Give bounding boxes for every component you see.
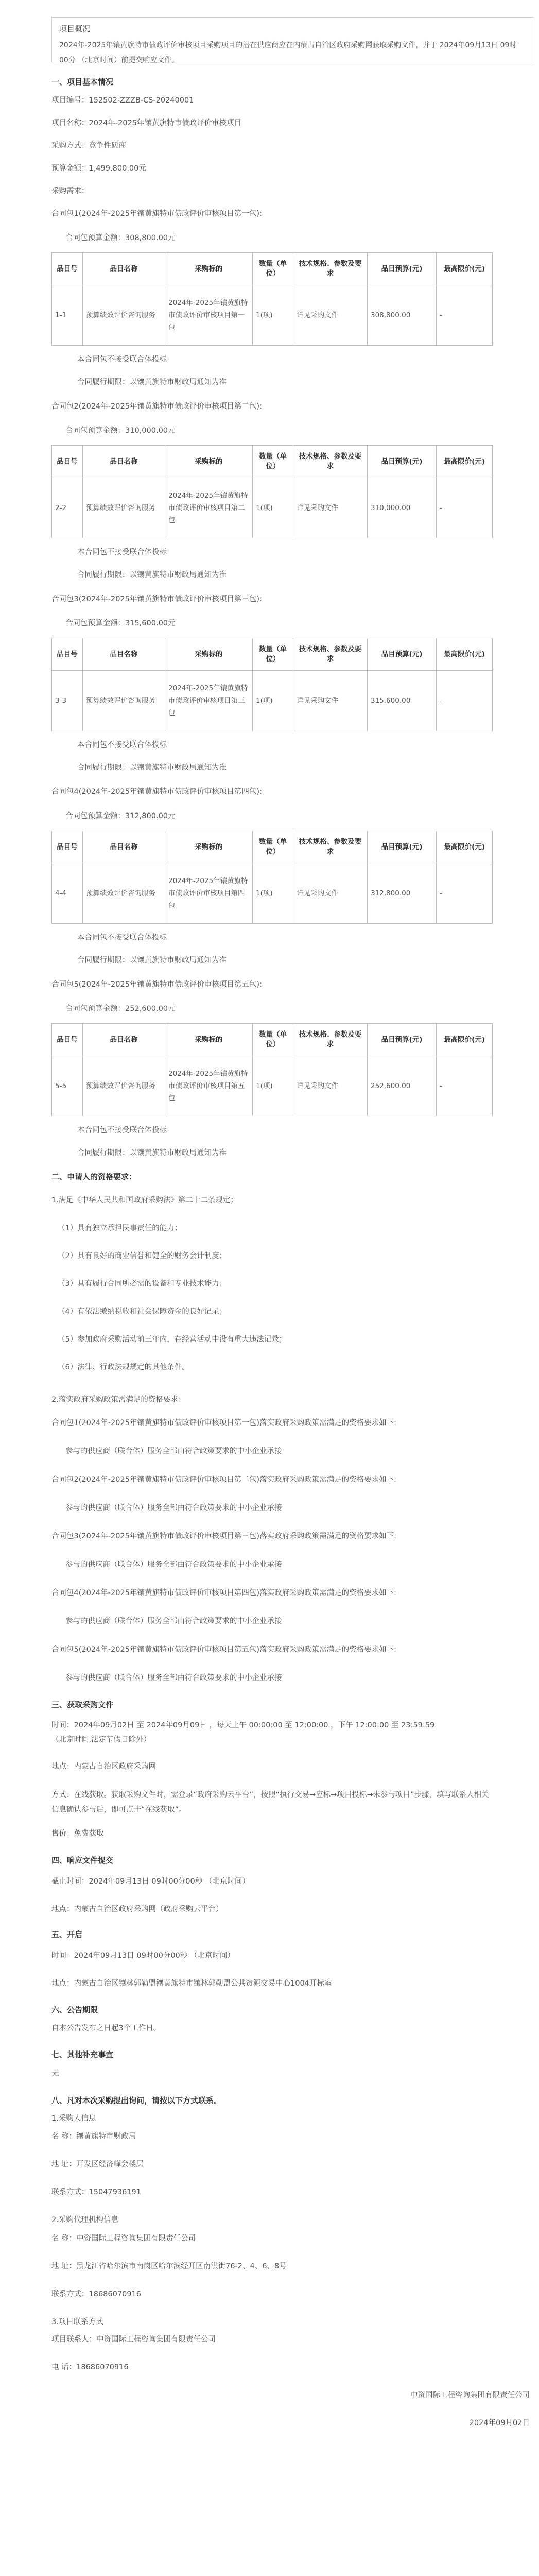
table-header-row (52, 253, 493, 285)
col-header: 品目名称 (83, 638, 165, 671)
buyer-address: 地 址：开发区经济峰会楼层 (51, 2160, 144, 2168)
item-spec: 详见采购文件 (293, 671, 368, 731)
qualification-item: （3）具有履行合同所必需的设备和专业技术能力； (58, 1280, 227, 1288)
item-number: 5-5 (52, 1056, 83, 1116)
package-period: 合同履行期限：以镶黄旗特市财政局通知为准 (77, 956, 227, 964)
table-header-row (52, 446, 493, 478)
item-number: 4-4 (52, 863, 83, 924)
col-header: 品目预算(元) (368, 446, 437, 478)
col-header: 品目号 (52, 446, 83, 478)
package-table (51, 252, 493, 346)
qualification-item: （1）具有独立承担民事责任的能力； (58, 1224, 182, 1232)
col-header: 采购标的 (165, 831, 253, 863)
table-header-row (52, 1024, 493, 1056)
col-header: 品目名称 (83, 446, 165, 478)
contact-heading: 3.项目联系方式 (51, 2318, 103, 2326)
col-header: 技术规格、参数及要求 (293, 831, 368, 863)
qualification-item: （5）参加政府采购活动前三年内，在经营活动中没有重大违法记录； (58, 1335, 287, 1344)
package-joint-note: 本合同包不接受联合体投标 (77, 1126, 167, 1134)
buyer-heading: 1.采购人信息 (51, 2114, 96, 2123)
footer-date: 2024年09月02日 (469, 2419, 530, 2427)
item-name: 预算绩效评价咨询服务 (83, 1056, 165, 1116)
policy-package: 合同包5(2024年-2025年镶黄旗特市债政评价审核项目第五包)落实政府采购政策需满足的资格要求如下: (51, 1646, 396, 1654)
obtain-price: 售价：免费获取 (51, 1829, 104, 1838)
col-header: 最高限价(元) (437, 253, 493, 285)
col-header: 品目号 (52, 253, 83, 285)
policy-package: 合同包2(2024年-2025年镶黄旗特市债政评价审核项目第二包)落实政府采购政策需满足的资格要求如下: (51, 1476, 396, 1484)
agent-address: 地 址：黑龙江省哈尔滨市南岗区哈尔滨经开区南洪街76-2、4、6、8号 (51, 2262, 287, 2270)
section4-heading: 四、响应文件提交 (51, 1856, 114, 1865)
table-header-row (52, 831, 493, 863)
package-budget: 合同包预算金额：308,800.00元 (65, 234, 176, 242)
agent-phone: 联系方式：18686070916 (51, 2290, 141, 2298)
section5-heading: 五、开启 (51, 1930, 83, 1939)
col-header: 采购标的 (165, 446, 253, 478)
item-target: 2024年-2025年镶黄旗特市债政评价审核项目第三包 (165, 671, 253, 731)
procurement-requirement: 采购需求： (51, 187, 89, 195)
overview-text: 2024年-2025年镶黄旗特市债政评价审核项目采购项目的潜在供应商应在内蒙古自治区政府采购网获取采购文件，并于 2024年09月13日 09时00分 （北京时间）前提交响应文件。 (59, 41, 517, 64)
package-table (51, 638, 493, 731)
item-limit: - (437, 1056, 493, 1116)
opening-time: 时间：2024年09月13日 09时00分00秒 （北京时间） (51, 1952, 235, 1960)
package-joint-note: 本合同包不接受联合体投标 (77, 548, 167, 556)
item-spec: 详见采购文件 (293, 478, 368, 538)
agent-name: 名 称：中资国际工程咨询集团有限责任公司 (51, 2234, 196, 2243)
col-header: 品目名称 (83, 831, 165, 863)
package-budget: 合同包预算金额：312,800.00元 (65, 812, 176, 820)
qualification-item: （6）法律、行政法规规定的其他条件。 (58, 1363, 189, 1371)
package-title: 合同包4(2024年-2025年镶黄旗特市债政评价审核项目第四包): (51, 788, 262, 796)
item-budget: 310,000.00 (368, 478, 437, 538)
contact-name: 项目联系人：中资国际工程咨询集团有限责任公司 (51, 2335, 216, 2344)
item-limit: - (437, 285, 493, 346)
overview-title: 项目概况 (59, 24, 91, 33)
col-header: 品目预算(元) (368, 638, 437, 671)
item-quantity: 1(项) (253, 1056, 293, 1116)
item-budget: 312,800.00 (368, 863, 437, 924)
policy-requirement: 参与的供应商（联合体）服务全部由符合政策要求的中小企业承接 (65, 1504, 282, 1512)
col-header: 技术规格、参数及要求 (293, 1024, 368, 1056)
col-header: 最高限价(元) (437, 1024, 493, 1056)
col-header: 最高限价(元) (437, 831, 493, 863)
section8-heading: 八、凡对本次采购提出询问，请按以下方式联系。 (51, 2096, 222, 2105)
item-number: 1-1 (52, 285, 83, 346)
col-header: 品目预算(元) (368, 831, 437, 863)
col-header: 采购标的 (165, 253, 253, 285)
item-limit: - (437, 863, 493, 924)
policy-package: 合同包3(2024年-2025年镶黄旗特市债政评价审核项目第三包)落实政府采购政策需满足的资格要求如下: (51, 1532, 396, 1540)
overview-box (51, 17, 534, 62)
col-header: 品目名称 (83, 1024, 165, 1056)
qualification-item: （2）具有良好的商业信誉和健全的财务会计制度； (58, 1252, 227, 1260)
item-budget: 252,600.00 (368, 1056, 437, 1116)
policy-requirement: 参与的供应商（联合体）服务全部由符合政策要求的中小企业承接 (65, 1617, 282, 1625)
notice-period: 自本公告发布之日起3个工作日。 (51, 2024, 161, 2032)
package-budget: 合同包预算金额：310,000.00元 (65, 427, 176, 435)
col-header: 最高限价(元) (437, 638, 493, 671)
item-spec: 详见采购文件 (293, 285, 368, 346)
package-table (51, 1023, 493, 1116)
footer-organization: 中资国际工程咨询集团有限责任公司 (410, 2391, 530, 2399)
item-number: 2-2 (52, 478, 83, 538)
section1-heading: 一、项目基本情况 (51, 77, 114, 87)
col-header: 数量（单位） (253, 446, 293, 478)
package-table (51, 831, 493, 924)
col-header: 品目预算(元) (368, 1024, 437, 1056)
col-header: 技术规格、参数及要求 (293, 446, 368, 478)
col-header: 品目预算(元) (368, 253, 437, 285)
item-quantity: 1(项) (253, 671, 293, 731)
col-header: 最高限价(元) (437, 446, 493, 478)
package-period: 合同履行期限：以镶黄旗特市财政局通知为准 (77, 378, 227, 386)
other-matters: 无 (51, 2070, 59, 2078)
submission-deadline: 截止时间：2024年09月13日 09时00分00秒 （北京时间） (51, 1877, 250, 1886)
package-title: 合同包1(2024年-2025年镶黄旗特市债政评价审核项目第一包): (51, 210, 262, 218)
package-period: 合同履行期限：以镶黄旗特市财政局通知为准 (77, 571, 227, 579)
table-row (52, 478, 493, 538)
item-limit: - (437, 671, 493, 731)
package-budget: 合同包预算金额：315,600.00元 (65, 619, 176, 628)
section6-heading: 六、公告期限 (51, 2005, 98, 2014)
policy-requirement: 参与的供应商（联合体）服务全部由符合政策要求的中小企业承接 (65, 1561, 282, 1569)
item-target: 2024年-2025年镶黄旗特市债政评价审核项目第一包 (165, 285, 253, 346)
obtain-time-note: （北京时间,法定节假日除外） (51, 1736, 151, 1744)
package-budget: 合同包预算金额：252,600.00元 (65, 1005, 176, 1013)
budget-amount: 预算金额：1,499,800.00元 (51, 164, 146, 173)
policy-requirement: 参与的供应商（联合体）服务全部由符合政策要求的中小企业承接 (65, 1674, 282, 1682)
policy-intro: 2.落实政府采购政策需满足的资格要求： (51, 1396, 186, 1404)
policy-package: 合同包1(2024年-2025年镶黄旗特市债政评价审核项目第一包)落实政府采购政策需满足的资格要求如下: (51, 1419, 396, 1427)
package-title: 合同包2(2024年-2025年镶黄旗特市债政评价审核项目第二包): (51, 402, 262, 411)
obtain-method: 方式：在线获取。获取采购文件时，需登录“政府采购云平台”，按照“执行交易→应标→项目投标→未参与项目”步骤，填写联系人相关信息确认参与后，即可点击“在线获取”。 (51, 1791, 489, 1814)
item-quantity: 1(项) (253, 478, 293, 538)
item-target: 2024年-2025年镶黄旗特市债政评价审核项目第五包 (165, 1056, 253, 1116)
item-name: 预算绩效评价咨询服务 (83, 285, 165, 346)
buyer-name: 名 称：镶黄旗特市财政局 (51, 2132, 136, 2141)
obtain-place: 地点：内蒙古自治区政府采购网 (51, 1762, 156, 1771)
item-spec: 详见采购文件 (293, 863, 368, 924)
opening-place: 地点：内蒙古自治区镶林郭勒盟镶黄旗特市镶林郭勒盟公共资源交易中心1004开标室 (51, 1979, 332, 1988)
col-header: 技术规格、参数及要求 (293, 253, 368, 285)
submission-place: 地点：内蒙古自治区政府采购网（政府采购云平台） (51, 1905, 223, 1913)
policy-requirement: 参与的供应商（联合体）服务全部由符合政策要求的中小企业承接 (65, 1447, 282, 1455)
col-header: 品目号 (52, 831, 83, 863)
col-header: 品目号 (52, 1024, 83, 1056)
item-name: 预算绩效评价咨询服务 (83, 671, 165, 731)
package-joint-note: 本合同包不接受联合体投标 (77, 741, 167, 749)
obtain-time: 时间：2024年09月02日 至 2024年09月09日 ，每天上午 00:00:00 至 12:00:00 ，下午 12:00:00 至 23:59:59 (51, 1721, 435, 1730)
agent-heading: 2.采购代理机构信息 (51, 2216, 118, 2224)
col-header: 数量（单位） (253, 638, 293, 671)
project-number: 项目编号：152502-ZZZB-CS-20240001 (51, 96, 194, 105)
item-target: 2024年-2025年镶黄旗特市债政评价审核项目第四包 (165, 863, 253, 924)
item-name: 预算绩效评价咨询服务 (83, 478, 165, 538)
package-title: 合同包3(2024年-2025年镶黄旗特市债政评价审核项目第三包): (51, 595, 262, 603)
item-budget: 315,600.00 (368, 671, 437, 731)
item-number: 3-3 (52, 671, 83, 731)
col-header: 技术规格、参数及要求 (293, 638, 368, 671)
contact-phone: 电 话：18686070916 (51, 2363, 129, 2371)
item-target: 2024年-2025年镶黄旗特市债政评价审核项目第二包 (165, 478, 253, 538)
table-row (52, 1056, 493, 1116)
qualification-item: （4）有依法缴纳税收和社会保障资金的良好记录； (58, 1308, 227, 1316)
package-joint-note: 本合同包不接受联合体投标 (77, 934, 167, 942)
col-header: 数量（单位） (253, 253, 293, 285)
col-header: 数量（单位） (253, 831, 293, 863)
col-header: 数量（单位） (253, 1024, 293, 1056)
item-quantity: 1(项) (253, 285, 293, 346)
buyer-phone: 联系方式：15047936191 (51, 2188, 141, 2196)
item-limit: - (437, 478, 493, 538)
table-header-row (52, 638, 493, 671)
col-header: 品目号 (52, 638, 83, 671)
table-row (52, 863, 493, 924)
qualification-intro: 1.满足《中华人民共和国政府采购法》第二十二条规定； (51, 1196, 238, 1205)
section7-heading: 七、其他补充事宜 (51, 2050, 114, 2059)
col-header: 品目名称 (83, 253, 165, 285)
item-quantity: 1(项) (253, 863, 293, 924)
col-header: 采购标的 (165, 1024, 253, 1056)
package-period: 合同履行期限：以镶黄旗特市财政局通知为准 (77, 764, 227, 772)
table-row (52, 285, 493, 346)
policy-package: 合同包4(2024年-2025年镶黄旗特市债政评价审核项目第四包)落实政府采购政策需满足的资格要求如下: (51, 1589, 396, 1597)
project-name: 项目名称：2024年-2025年镶黄旗特市债政评价审核项目 (51, 119, 242, 127)
procurement-method: 采购方式：竞争性磋商 (51, 142, 126, 150)
item-budget: 308,800.00 (368, 285, 437, 346)
table-row (52, 671, 493, 731)
item-name: 预算绩效评价咨询服务 (83, 863, 165, 924)
package-period: 合同履行期限：以镶黄旗特市财政局通知为准 (77, 1149, 227, 1157)
item-spec: 详见采购文件 (293, 1056, 368, 1116)
package-title: 合同包5(2024年-2025年镶黄旗特市债政评价审核项目第五包): (51, 980, 262, 989)
package-joint-note: 本合同包不接受联合体投标 (77, 355, 167, 364)
section3-heading: 三、获取采购文件 (51, 1700, 114, 1709)
package-table (51, 445, 493, 538)
section2-heading: 二、申请人的资格要求： (51, 1172, 137, 1181)
col-header: 采购标的 (165, 638, 253, 671)
